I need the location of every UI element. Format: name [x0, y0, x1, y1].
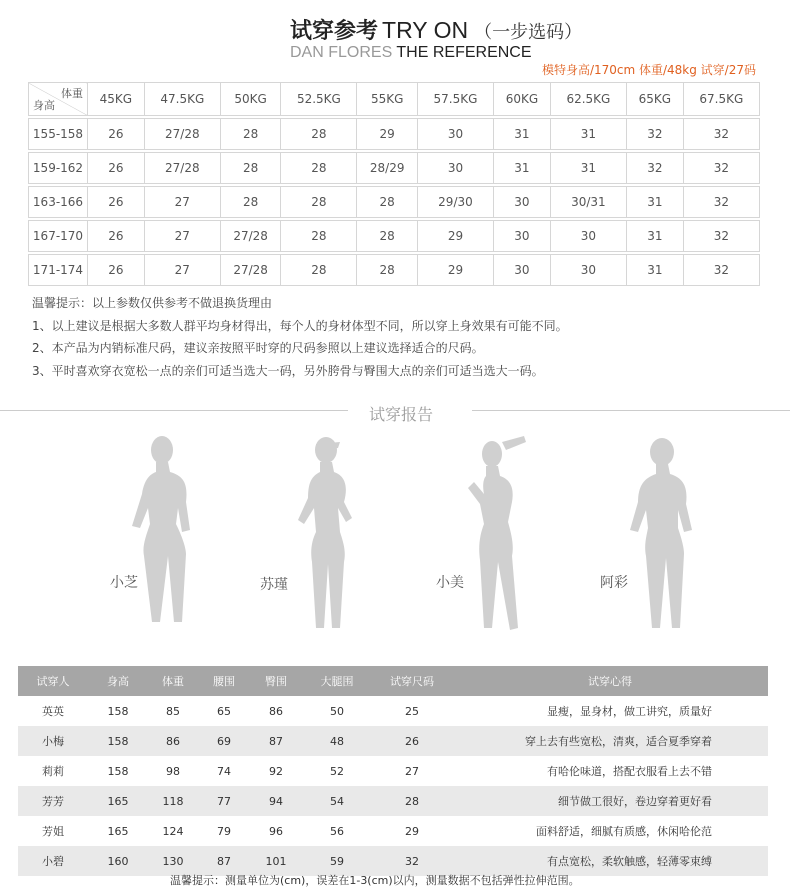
try-table-cell: 79 — [217, 824, 231, 838]
try-table-cell: 面料舒适，细腻有质感，休闲哈伦范 — [536, 825, 712, 838]
try-table-header: 臀围 — [250, 666, 302, 696]
weight-header: 47.5KG — [144, 83, 220, 116]
try-table-header: 身高 — [88, 666, 148, 696]
try-table-row — [18, 786, 768, 816]
size-cell: 31 — [626, 255, 683, 286]
size-cell: 31 — [550, 119, 626, 150]
size-cell: 28 — [281, 221, 357, 252]
size-cell: 32 — [626, 153, 683, 184]
size-cell: 27/28 — [220, 221, 280, 252]
size-cell: 28 — [220, 119, 280, 150]
try-table-cell: 92 — [269, 764, 283, 778]
size-chart-corner — [29, 83, 88, 116]
size-cell: 28 — [220, 187, 280, 218]
try-table-cell: 56 — [330, 824, 344, 838]
weight-header: 50KG — [220, 83, 280, 116]
size-cell: 26 — [88, 119, 145, 150]
report-title: 试穿报告 — [369, 405, 434, 424]
try-table-cell: 27 — [405, 764, 419, 778]
size-cell: 31 — [550, 153, 626, 184]
weight-header: 52.5KG — [281, 83, 357, 116]
tip-line: 1、以上建议是根据大多数人群平均身材得出，每个人的身材体型不同，所以穿上身效果有可能不同。 — [32, 318, 568, 333]
size-cell: 31 — [626, 221, 683, 252]
try-table-cell: 25 — [405, 704, 419, 718]
try-table-cell: 86 — [269, 704, 283, 718]
size-cell: 28/29 — [357, 153, 417, 184]
size-cell: 26 — [88, 153, 145, 184]
page-title — [290, 14, 582, 45]
try-table-cell: 85 — [166, 704, 180, 718]
weight-header: 57.5KG — [417, 83, 493, 116]
try-table-cell: 101 — [250, 846, 302, 876]
size-cell: 28 — [357, 187, 417, 218]
size-cell: 30/31 — [550, 187, 626, 218]
size-cell: 28 — [357, 255, 417, 286]
title-en: TRY ON — [382, 17, 469, 43]
size-cell: 28 — [357, 221, 417, 252]
try-table-row — [18, 726, 768, 756]
size-cell: 29 — [417, 255, 493, 286]
figure-name-2: 苏瑾 — [260, 577, 288, 593]
size-cell: 26 — [88, 255, 145, 286]
brand-light: DAN FLORES — [290, 44, 393, 61]
try-table-cell: 莉莉 — [42, 765, 64, 778]
try-on-table — [18, 666, 768, 876]
size-row — [29, 221, 760, 252]
size-cell: 30 — [494, 221, 551, 252]
weight-header: 55KG — [357, 83, 417, 116]
size-cell: 27 — [144, 221, 220, 252]
size-cell: 30 — [494, 187, 551, 218]
size-cell: 30 — [550, 255, 626, 286]
try-table-cell: 26 — [372, 726, 452, 756]
try-table-cell: 158 — [107, 704, 129, 718]
model-info: 模特身高/170cm 体重/48kg 试穿/27码 — [541, 63, 756, 77]
size-cell: 29 — [357, 119, 417, 150]
try-table-cell: 59 — [302, 846, 372, 876]
try-table-cell: 158 — [107, 764, 129, 778]
size-cell: 27 — [144, 255, 220, 286]
model-silhouette-3 — [440, 432, 540, 632]
try-table-cell: 124 — [162, 824, 184, 838]
size-cell: 31 — [626, 187, 683, 218]
try-table-cell: 94 — [250, 786, 302, 816]
try-table-cell: 96 — [269, 824, 283, 838]
weight-header: 45KG — [88, 83, 145, 116]
try-table-cell: 130 — [148, 846, 198, 876]
divider-right — [472, 410, 790, 411]
size-cell: 28 — [220, 153, 280, 184]
try-table-cell: 50 — [330, 704, 344, 718]
size-cell: 29/30 — [417, 187, 493, 218]
size-cell: 26 — [88, 187, 145, 218]
size-cell: 31 — [494, 119, 551, 150]
height-range: 167-170 — [29, 221, 88, 252]
size-cell: 29 — [417, 221, 493, 252]
title-sub: （一步选码） — [474, 22, 583, 43]
try-table-cell: 52 — [330, 764, 344, 778]
try-table-header: 腰围 — [198, 666, 250, 696]
try-table-cell: 芳姐 — [42, 825, 64, 838]
try-table-header: 大腿围 — [302, 666, 372, 696]
size-cell: 28 — [281, 119, 357, 150]
try-table-cell: 74 — [217, 764, 231, 778]
try-table-cell: 显瘦，显身材，做工讲究，质量好 — [547, 705, 712, 718]
size-cell: 32 — [683, 153, 759, 184]
try-table-cell: 29 — [405, 824, 419, 838]
figure-name-3: 小美 — [436, 575, 464, 591]
size-row — [29, 187, 760, 218]
size-row — [29, 119, 760, 150]
figure-name-4: 阿彩 — [600, 575, 628, 591]
height-range: 155-158 — [29, 119, 88, 150]
tip-line: 2、本产品为内销标准尺码，建议亲按照平时穿的尺码参照以上建议选择适合的尺码。 — [32, 341, 484, 355]
brand-line — [290, 44, 532, 62]
try-table-cell: 165 — [88, 786, 148, 816]
weight-label: 体重 — [61, 87, 83, 100]
try-table-cell: 86 — [148, 726, 198, 756]
weight-header: 67.5KG — [683, 83, 759, 116]
size-cell: 32 — [683, 255, 759, 286]
try-table-cell: 158 — [88, 726, 148, 756]
height-range: 163-166 — [29, 187, 88, 218]
size-cell: 28 — [281, 187, 357, 218]
try-table-header: 试穿人 — [18, 666, 88, 696]
height-range: 171-174 — [29, 255, 88, 286]
try-table-cell: 有哈伦味道，搭配衣服看上去不错 — [547, 765, 712, 778]
try-table-cell: 87 — [250, 726, 302, 756]
tip-line: 3、平时喜欢穿衣宽松一点的亲们可适当选大一码，另外胯骨与臀围大点的亲们可适当选大一码。 — [32, 363, 544, 378]
try-table-cell: 54 — [302, 786, 372, 816]
try-table-cell: 英英 — [42, 705, 64, 718]
size-cell: 30 — [417, 119, 493, 150]
size-cell: 28 — [281, 255, 357, 286]
size-cell: 27/28 — [144, 119, 220, 150]
try-table-cell: 32 — [372, 846, 452, 876]
try-table-cell: 87 — [198, 846, 250, 876]
try-table-cell: 芳芳 — [18, 786, 88, 816]
size-chart — [28, 82, 760, 286]
weight-header: 60KG — [494, 83, 551, 116]
try-table-cell: 48 — [302, 726, 372, 756]
size-cell: 32 — [626, 119, 683, 150]
try-table-cell: 65 — [217, 704, 231, 718]
size-cell: 28 — [281, 153, 357, 184]
model-silhouette-1 — [120, 432, 210, 632]
brand-dark: THE REFERENCE — [396, 44, 532, 61]
figure-name-1: 小芝 — [110, 575, 138, 591]
tips — [32, 292, 568, 382]
try-table-cell: 有点宽松，柔软触感，轻薄零束缚 — [452, 846, 768, 876]
try-table-cell: 165 — [107, 824, 129, 838]
size-row — [29, 255, 760, 286]
divider-left — [0, 410, 348, 411]
model-silhouette-2 — [288, 432, 368, 632]
try-table-cell: 小碧 — [18, 846, 88, 876]
size-cell: 32 — [683, 221, 759, 252]
size-cell: 26 — [88, 221, 145, 252]
weight-header: 62.5KG — [550, 83, 626, 116]
try-table-cell: 细节做工很好，卷边穿着更好看 — [452, 786, 768, 816]
size-cell: 30 — [417, 153, 493, 184]
size-cell: 30 — [550, 221, 626, 252]
try-table-row — [18, 756, 768, 786]
tip-line: 温馨提示：以上参数仅供参考不做退换货理由 — [32, 296, 273, 310]
size-cell: 31 — [494, 153, 551, 184]
try-table-cell: 118 — [148, 786, 198, 816]
size-chart-header — [29, 83, 760, 116]
try-table-cell: 160 — [88, 846, 148, 876]
try-table-row — [18, 816, 768, 846]
size-cell: 32 — [683, 187, 759, 218]
height-label: 身高 — [33, 99, 55, 112]
try-table-cell: 77 — [198, 786, 250, 816]
title-cn: 试穿参考 — [290, 19, 379, 44]
model-silhouette-4 — [616, 432, 706, 632]
try-table-cell: 69 — [198, 726, 250, 756]
try-table-header: 体重 — [148, 666, 198, 696]
try-table-header: 试穿尺码 — [372, 666, 452, 696]
try-table-cell: 小梅 — [18, 726, 88, 756]
try-table-row — [18, 696, 768, 726]
try-table-cell: 98 — [166, 764, 180, 778]
try-table-cell: 28 — [372, 786, 452, 816]
try-table-header: 试穿心得 — [452, 666, 768, 696]
try-table-footnote: 温馨提示：测量单位为(cm)，误差在1-3(cm)以内，测量数据不包括弹性拉伸范围。 — [170, 874, 580, 887]
size-cell: 27/28 — [144, 153, 220, 184]
weight-header: 65KG — [626, 83, 683, 116]
try-table-cell: 穿上去有些宽松，清爽，适合夏季穿着 — [452, 726, 768, 756]
size-row — [29, 153, 760, 184]
size-cell: 32 — [683, 119, 759, 150]
size-cell: 30 — [494, 255, 551, 286]
size-cell: 27/28 — [220, 255, 280, 286]
height-range: 159-162 — [29, 153, 88, 184]
size-cell: 27 — [144, 187, 220, 218]
